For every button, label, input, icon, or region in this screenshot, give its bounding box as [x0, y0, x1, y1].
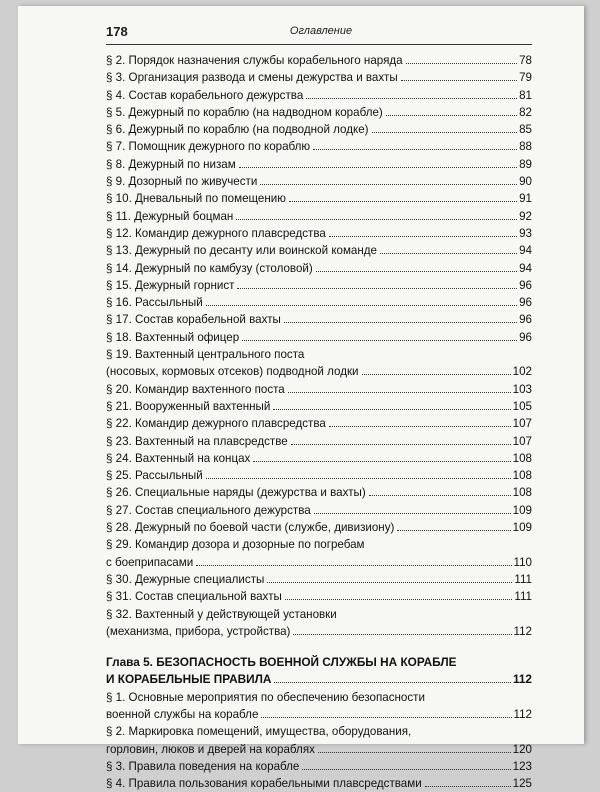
entry-title: § 24. Вахтенный на концах — [106, 451, 251, 465]
dot-leader — [288, 392, 511, 393]
entry-page-number: 111 — [514, 572, 532, 586]
entry-title: § 13. Дежурный по десанту или воинской команде — [106, 244, 377, 258]
entry-title: § 26. Специальные наряды (дежурства и вахты) — [106, 486, 366, 500]
entry-line — [106, 173, 532, 190]
entry-title: § 10. Дневальный по помещению — [106, 192, 286, 206]
entry-page-number: 120 — [512, 742, 532, 756]
entry-page-number: 103 — [512, 382, 532, 396]
entry-title: § 18. Вахтенный офицер — [106, 330, 240, 344]
dot-leader — [372, 132, 518, 133]
entry-title: § 6. Дежурный по кораблю (на подводной лодке) — [106, 123, 369, 137]
entry-line — [106, 536, 532, 553]
entry-title: § 12. Командир дежурного плавсредства — [106, 226, 326, 240]
dot-leader — [302, 769, 510, 770]
dot-leader — [397, 530, 510, 531]
entry-title: § 22. Командир дежурного плавсредства — [106, 417, 326, 431]
entry-title: § 21. Вооруженный вахтенный — [106, 399, 271, 413]
entry-title: (механизма, прибора, устройства) — [106, 624, 291, 638]
chapter-heading — [106, 654, 532, 689]
dot-leader — [425, 786, 511, 787]
entry-line — [106, 294, 532, 311]
toc-entry — [106, 484, 532, 501]
entry-page-number: 107 — [512, 434, 532, 448]
entry-title: § 28. Дежурный по боевой части (службе, дивизиону) — [106, 521, 395, 535]
entry-line — [106, 346, 532, 363]
entry-title: § 17. Состав корабельной вахты — [106, 313, 281, 327]
dot-leader — [206, 305, 517, 306]
dot-leader — [329, 236, 517, 237]
entry-title: § 7. Помощник дежурного по кораблю — [106, 140, 311, 154]
entry-line — [106, 156, 532, 173]
toc-entry — [106, 173, 532, 190]
entry-line — [106, 519, 532, 536]
entry-page-number: 94 — [519, 244, 532, 258]
entry-title: § 23. Вахтенный на плавсредстве — [106, 434, 288, 448]
toc-entry — [106, 519, 532, 536]
entry-line — [106, 138, 532, 155]
entry-line — [106, 654, 532, 671]
running-title: Оглавление — [289, 25, 353, 37]
entry-title: § 4. Состав корабельного дежурства — [106, 88, 304, 102]
dot-leader — [239, 167, 517, 168]
entry-line — [106, 260, 532, 277]
toc-entry — [106, 571, 532, 588]
entry-title: § 20. Командир вахтенного поста — [106, 382, 285, 396]
dot-leader — [242, 340, 517, 341]
entry-title: с боеприпасами — [106, 555, 194, 569]
page-number: 178 — [106, 24, 128, 39]
entry-page-number: 123 — [512, 759, 532, 773]
entry-line — [106, 52, 532, 69]
entry-title: § 4. Правила пользования корабельными плавсредствами — [106, 777, 422, 791]
entry-title: И КОРАБЕЛЬНЫЕ ПРАВИЛА — [106, 672, 272, 687]
entry-line — [106, 502, 532, 519]
dot-leader — [284, 322, 517, 323]
entry-line — [106, 329, 532, 346]
entry-page-number: 112 — [513, 707, 532, 721]
entry-line — [106, 104, 532, 121]
entry-line — [106, 484, 532, 501]
entry-page-number: 96 — [519, 313, 532, 327]
entry-title: § 29. Командир дозора и дозорные по погребам — [106, 538, 365, 552]
toc-entry — [106, 723, 532, 758]
toc-entry — [106, 398, 532, 415]
dot-leader — [369, 495, 511, 496]
entry-page-number: 110 — [513, 555, 532, 569]
entry-line — [106, 706, 532, 723]
entry-line — [106, 723, 532, 740]
entry-title: § 3. Правила поведения на корабле — [106, 759, 300, 773]
entry-title: § 30. Дежурные специалисты — [106, 572, 265, 586]
toc-entry — [106, 329, 532, 346]
entry-page-number: 105 — [512, 399, 532, 413]
entry-page-number: 93 — [519, 226, 532, 240]
entry-title: § 2. Маркировка помещений, имущества, оборудования, — [106, 725, 412, 739]
dot-leader — [260, 184, 517, 185]
toc-entry — [106, 52, 532, 69]
toc-entry — [106, 294, 532, 311]
entry-page-number: 88 — [519, 140, 532, 154]
entry-title: (носовых, кормовых отсеков) подводной лодки — [106, 365, 359, 379]
dot-leader — [253, 461, 510, 462]
entry-line — [106, 623, 532, 640]
toc-entry — [106, 190, 532, 207]
entry-title: Глава 5. БЕЗОПАСНОСТЬ ВОЕННОЙ СЛУЖБЫ НА КОРАБЛЕ — [106, 655, 457, 670]
dot-leader — [306, 98, 517, 99]
entry-line — [106, 190, 532, 207]
entry-line — [106, 311, 532, 328]
entry-line — [106, 671, 532, 688]
dot-leader — [293, 634, 511, 635]
entry-page-number: 96 — [519, 278, 532, 292]
dot-leader — [236, 219, 517, 220]
entry-page-number: 91 — [519, 192, 532, 206]
entry-page-number: 108 — [512, 469, 532, 483]
toc-entry — [106, 467, 532, 484]
entry-title: § 32. Вахтенный у действующей установки — [106, 607, 337, 621]
toc-entry — [106, 208, 532, 225]
dot-leader — [386, 115, 517, 116]
entry-line — [106, 87, 532, 104]
entry-line — [106, 606, 532, 623]
entry-line — [106, 381, 532, 398]
toc-entry — [106, 311, 532, 328]
toc-entry — [106, 260, 532, 277]
toc-entry — [106, 502, 532, 519]
entry-page-number: 90 — [519, 175, 532, 189]
toc-entry — [106, 381, 532, 398]
entry-title: § 27. Состав специального дежурства — [106, 503, 311, 517]
dot-leader — [289, 201, 517, 202]
entry-line — [106, 588, 532, 605]
entry-line — [106, 208, 532, 225]
dot-leader — [267, 582, 512, 583]
entry-page-number: 112 — [512, 672, 532, 687]
toc-entry — [106, 433, 532, 450]
dot-leader — [380, 253, 517, 254]
table-of-contents — [106, 52, 532, 792]
entry-title: § 15. Дежурный горнист — [106, 278, 235, 292]
entry-page-number: 89 — [519, 157, 532, 171]
entry-line — [106, 467, 532, 484]
entry-page-number: 85 — [519, 123, 532, 137]
entry-line — [106, 415, 532, 432]
entry-title: § 3. Организация развода и смены дежурства и вахты — [106, 71, 398, 85]
entry-page-number: 96 — [519, 330, 532, 344]
chapter-title — [106, 654, 532, 689]
dot-leader — [196, 565, 511, 566]
dot-leader — [206, 478, 511, 479]
entry-line — [106, 689, 532, 706]
entry-line — [106, 225, 532, 242]
entry-title: горловин, люков и дверей на кораблях — [106, 742, 315, 756]
entry-line — [106, 277, 532, 294]
entry-page-number: 102 — [512, 365, 532, 379]
toc-entry — [106, 87, 532, 104]
dot-leader — [313, 149, 517, 150]
entry-page-number: 78 — [519, 54, 532, 67]
entry-page-number: 92 — [519, 209, 532, 223]
dot-leader — [291, 444, 511, 445]
entry-title: § 16. Рассыльный — [106, 296, 203, 310]
entry-line — [106, 571, 532, 588]
toc-entries — [106, 52, 532, 640]
toc-entry — [106, 606, 532, 641]
toc-entry — [106, 689, 532, 724]
entry-line — [106, 69, 532, 86]
entry-page-number: 108 — [512, 486, 532, 500]
dot-leader — [401, 80, 517, 81]
dot-leader — [329, 426, 511, 427]
toc-entry — [106, 536, 532, 571]
entry-title: § 31. Состав специальной вахты — [106, 590, 282, 604]
toc-entry — [106, 156, 532, 173]
toc-entry — [106, 415, 532, 432]
entry-line — [106, 398, 532, 415]
entry-page-number: 109 — [512, 521, 532, 535]
entry-line — [106, 741, 532, 758]
page-header — [106, 24, 536, 42]
toc-entry — [106, 758, 532, 775]
entry-title: военной службы на корабле — [106, 707, 259, 721]
entry-page-number: 125 — [512, 777, 532, 791]
entry-line — [106, 775, 532, 792]
toc-entry — [106, 450, 532, 467]
entry-title: § 14. Дежурный по камбузу (столовой) — [106, 261, 313, 275]
dot-leader — [406, 63, 518, 64]
entry-page-number: 81 — [519, 88, 532, 102]
toc-entry — [106, 121, 532, 138]
entry-line — [106, 433, 532, 450]
entry-page-number: 108 — [512, 451, 532, 465]
header-rule — [106, 44, 532, 45]
toc-entry — [106, 588, 532, 605]
toc-entry — [106, 242, 532, 259]
entry-line — [106, 554, 532, 571]
dot-leader — [316, 271, 517, 272]
entry-page-number: 94 — [519, 261, 532, 275]
toc-entry — [106, 138, 532, 155]
entry-line — [106, 758, 532, 775]
dot-leader — [318, 752, 511, 753]
entry-title: § 5. Дежурный по кораблю (на надводном корабле) — [106, 105, 383, 119]
toc-entry — [106, 69, 532, 86]
toc-entry — [106, 104, 532, 121]
entry-title: § 9. Дозорный по живучести — [106, 175, 258, 189]
entry-line — [106, 242, 532, 259]
dot-leader — [273, 409, 510, 410]
entry-page-number: 96 — [519, 296, 532, 310]
entry-line — [106, 121, 532, 138]
entry-title: § 19. Вахтенный центрального поста — [106, 348, 305, 362]
entry-page-number: 109 — [512, 503, 532, 517]
entry-page-number: 112 — [513, 624, 532, 638]
entry-title: § 25. Рассыльный — [106, 469, 203, 483]
toc-entry — [106, 346, 532, 381]
entry-line — [106, 450, 532, 467]
chapter-entries — [106, 689, 532, 792]
toc-entry — [106, 277, 532, 294]
entry-title: § 1. Основные мероприятия по обеспечению безопасности — [106, 690, 425, 704]
book-page — [18, 6, 584, 791]
entry-page-number: 79 — [519, 71, 532, 85]
toc-entry — [106, 225, 532, 242]
dot-leader — [274, 682, 511, 683]
dot-leader — [362, 374, 511, 375]
dot-leader — [237, 288, 517, 289]
dot-leader — [314, 513, 511, 514]
toc-entry — [106, 775, 532, 792]
entry-page-number: 111 — [514, 590, 532, 604]
dot-leader — [285, 599, 513, 600]
dot-leader — [261, 717, 511, 718]
entry-page-number: 82 — [519, 105, 532, 119]
entry-page-number: 107 — [512, 417, 532, 431]
entry-title: § 11. Дежурный боцман — [106, 209, 234, 223]
entry-line — [106, 363, 532, 380]
entry-title: § 2. Порядок назначения службы корабельного наряда — [106, 54, 403, 67]
entry-title: § 8. Дежурный по низам — [106, 157, 236, 171]
